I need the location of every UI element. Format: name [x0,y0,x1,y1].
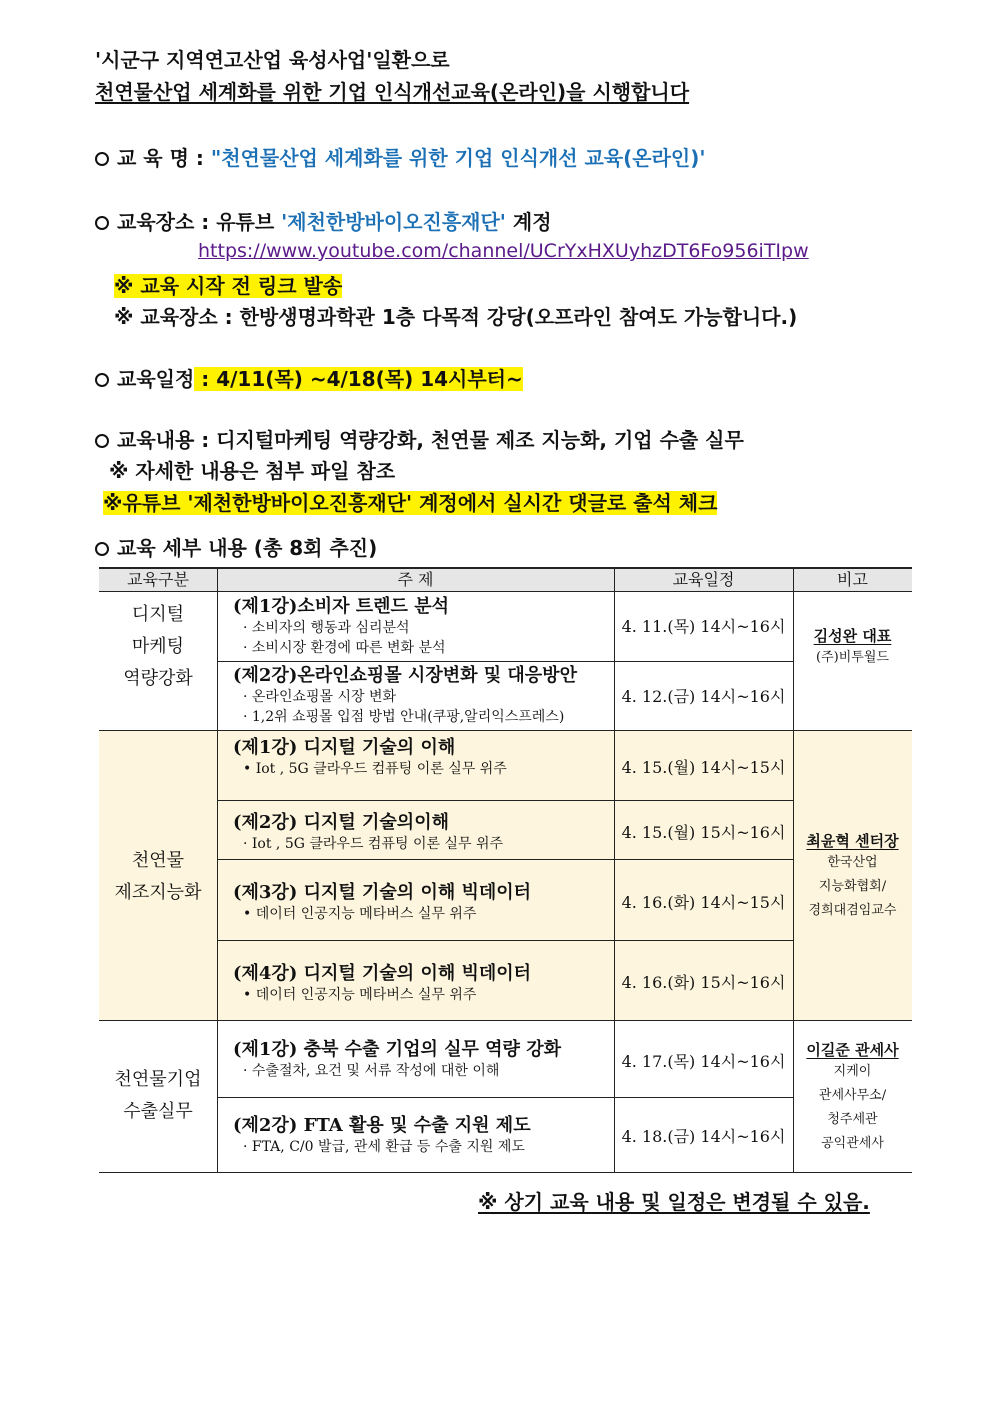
instructor-note: 최윤혁 센터장 한국산업 지능화협회/ 경희대겸임교수 [806,832,899,918]
table-row-date: 4. 15.(월) 14시~15시 [621,758,786,777]
detail-title: 교육 세부 내용 (총 8회 추진) [117,536,378,560]
schedule-table [99,567,912,1173]
footer-disclaimer: ※ 상기 교육 내용 및 일정은 변경될 수 있음. [478,1190,870,1214]
row-divider [99,1020,912,1021]
category-export-practice: 천연물기업 수출실무 [114,1069,202,1122]
table-row-date: 4. 16.(화) 15시~16시 [621,973,786,992]
table-row-topic: (제1강) 충북 수출 기업의 실무 역량 강화 · 수출절차, 요건 및 서류 작성에 대한 이해 [233,1039,561,1079]
edu-schedule-row [95,363,523,392]
edu-name-label: 교 육 명 : [117,146,211,170]
table-row-date: 4. 15.(월) 15시~16시 [621,823,786,842]
table-row-topic: (제4강) 디지털 기술의 이해 빅데이터 • 데이터 인공지능 메타버스 실무 위주 [233,963,532,1003]
row-divider [217,800,793,801]
instructor-note: 김성완 대표 (주)비투월드 [813,627,892,665]
header-topic: 주 제 [397,570,434,589]
header-date: 교육일정 [672,570,735,589]
col-divider [614,567,615,592]
row-divider [217,940,793,941]
table-row-topic: (제2강) 디지털 기술의이해 · Iot , 5G 클라우드 컴퓨팅 이론 실무 위주 [233,812,503,852]
category-digital-marketing: 디지털 마케팅 역량강화 [123,604,193,689]
table-header [99,567,912,592]
table-row-topic: (제2강)온라인쇼핑몰 시장변화 및 대응방안 · 온라인쇼핑몰 시장 변화 · 1,2위 쇼핑몰 입점 방법 안내(쿠팡,알리익스프레스) [233,665,577,725]
circle-bullet-icon [95,542,109,556]
edu-place-label: 교육장소 : 유튜브 [117,210,282,234]
table-row-topic: (제2강) FTA 활용 및 수출 지원 제도 · FTA, C/0 발급, 관세 환급 등 수출 지원 제도 [233,1115,531,1155]
row-divider [217,1097,793,1098]
row-divider [217,859,793,860]
content-reference-note: ※ 자세한 내용은 첨부 파일 참조 [109,459,396,483]
table-row-date: 4. 18.(금) 14시~16시 [621,1127,786,1146]
table-row-date: 4. 11.(목) 14시~16시 [621,617,786,636]
circle-bullet-icon [95,216,109,230]
note-offline-place: ※ 교육장소 : 한방생명과학관 1층 다목적 강당(오프라인 참여도 가능합니다.) [114,305,798,329]
table-row-topic: (제3강) 디지털 기술의 이해 빅데이터 • 데이터 인공지능 메타버스 실무 위주 [233,882,532,922]
col-divider [217,567,218,1173]
heading-line-1: '시군구 지역연고산업 육성사업'일환으로 [95,48,450,72]
table-row-date: 4. 17.(목) 14시~16시 [621,1052,786,1071]
circle-bullet-icon [95,434,109,448]
table-row-topic: (제1강) 디지털 기술의 이해 • Iot , 5G 클라우드 컴퓨팅 이론 실무 위주 [233,737,507,777]
table-row-topic: (제1강)소비자 트렌드 분석 · 소비자의 행동과 심리분석 · 소비시장 환경에 따른 변화 분석 [233,596,449,656]
edu-place-row [95,206,552,235]
attendance-note: ※유튜브 '제천한방바이오진흥재단' 계정에서 실시간 댓글로 출석 체크 [103,491,718,515]
heading-line-2: 천연물산업 세계화를 위한 기업 인식개선교육(온라인)을 시행합니다 [95,80,690,104]
edu-schedule-label: 교육일정 [117,367,195,391]
row-divider [99,730,912,731]
circle-bullet-icon [95,152,109,166]
edu-content-row [95,424,744,453]
note-link-sent: ※ 교육 시작 전 링크 발송 [114,274,343,298]
edu-place-channel: '제천한방바이오진흥재단' [281,210,506,234]
edu-content-label: 교육내용 : 디지털마케팅 역량강화, 천연물 제조 지능화, 기업 수출 실무 [117,428,744,452]
header-note: 비고 [837,570,868,589]
table-row-date: 4. 16.(화) 14시~15시 [621,893,786,912]
edu-name-row [95,142,706,171]
header-category: 교육구분 [127,570,189,589]
instructor-note: 이길준 관세사 지케이 관세사무소/ 청주세관 공익관세사 [806,1041,899,1151]
edu-schedule-value: : 4/11(목) ~4/18(목) 14시부터~ [194,367,523,391]
category-manufacturing-intelligence: 천연물 제조지능화 [114,850,202,903]
detail-title-row [95,532,377,561]
col-divider [614,592,615,1173]
circle-bullet-icon [95,373,109,387]
edu-name-value: "천연물산업 세계화를 위한 기업 인식개선 교육(온라인)' [210,146,706,170]
table-row-date: 4. 12.(금) 14시~16시 [621,687,786,706]
row-divider [99,1172,912,1173]
youtube-channel-link[interactable]: https://www.youtube.com/channel/UCrYxHXUyhzDT6Fo956iTIpw [198,240,809,262]
edu-place-suffix: 계정 [505,210,552,234]
